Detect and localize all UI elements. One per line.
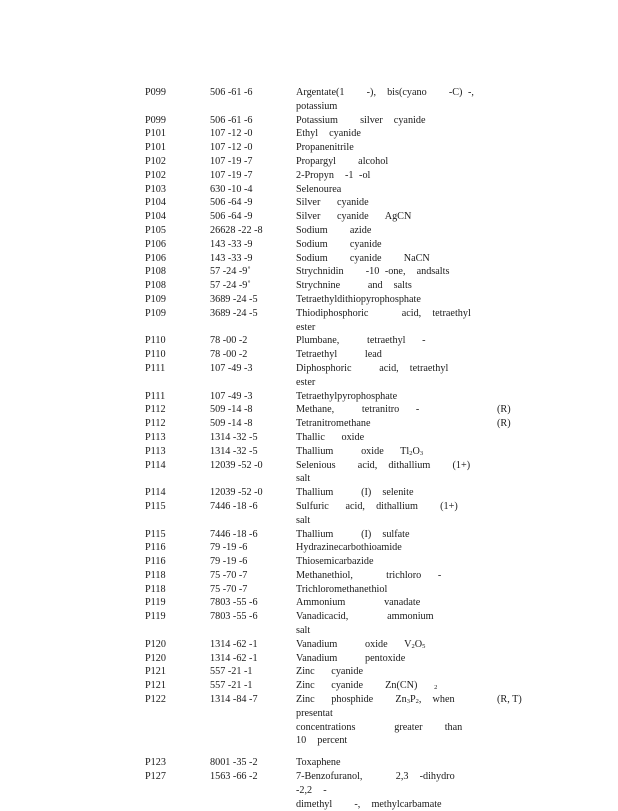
waste-code: P110 bbox=[145, 335, 166, 347]
name-text: Sodium cyanide NaCN bbox=[296, 252, 430, 264]
waste-code: P122 bbox=[145, 694, 166, 706]
substance-name bbox=[296, 693, 486, 748]
cas-number: 75 -70 -7 bbox=[210, 583, 248, 595]
subscript: 5 bbox=[422, 642, 426, 650]
cas-number: 506 -64 -9 bbox=[210, 197, 253, 209]
substance-name bbox=[296, 390, 486, 404]
name-text: Ammonium vanadate bbox=[296, 597, 421, 609]
table-row bbox=[0, 541, 618, 555]
table-row bbox=[0, 528, 618, 542]
table-row bbox=[0, 224, 618, 238]
substance-name bbox=[296, 210, 486, 224]
cas-number: 506 -61 -6 bbox=[210, 87, 253, 98]
substance-name bbox=[296, 362, 486, 390]
table-row bbox=[0, 500, 618, 528]
table-row bbox=[0, 155, 618, 169]
name-text: O bbox=[412, 445, 420, 457]
waste-code: P115 bbox=[145, 500, 166, 512]
name-text: Silver cyanide AgCN bbox=[296, 211, 412, 223]
waste-code: P106 bbox=[145, 238, 166, 250]
table-row bbox=[0, 569, 618, 583]
cas-number: 7446 -18 -6 bbox=[210, 528, 258, 540]
cas-number: 107 -19 -7 bbox=[210, 169, 253, 181]
waste-code: P119 bbox=[145, 597, 166, 609]
waste-code: P119 bbox=[145, 611, 166, 623]
waste-code: P102 bbox=[145, 169, 166, 181]
name-text: Vanadicacid, ammonium salt bbox=[296, 611, 478, 637]
subscript: 2 bbox=[409, 449, 413, 457]
waste-code: P113 bbox=[145, 431, 166, 443]
substance-name bbox=[296, 155, 486, 169]
table-row bbox=[0, 459, 618, 487]
substance-name bbox=[296, 638, 486, 652]
cas-number: 12039 -52 -0 bbox=[210, 487, 263, 499]
name-text: Methane, tetranitro - bbox=[296, 404, 420, 416]
waste-code: P105 bbox=[145, 224, 166, 236]
cas-number: 78 -00 -2 bbox=[210, 349, 248, 361]
waste-code: P123 bbox=[145, 757, 166, 769]
cas-number: 78 -00 -2 bbox=[210, 335, 248, 347]
name-text: 2-Propyn -1 -ol bbox=[296, 169, 371, 181]
table-row bbox=[0, 252, 618, 266]
table-row bbox=[0, 293, 618, 307]
substance-name bbox=[296, 756, 486, 770]
cas-number: 506 -61 -6 bbox=[210, 114, 253, 126]
substance-name bbox=[296, 610, 486, 638]
cas-number: 57 -24 -9˚ bbox=[210, 280, 251, 292]
name-text: P bbox=[409, 694, 416, 706]
substance-name bbox=[296, 596, 486, 610]
table-row bbox=[0, 334, 618, 348]
name-text: Strychnine and salts bbox=[296, 280, 412, 292]
table-row bbox=[0, 307, 618, 335]
name-text: Thallium (I) sulfate bbox=[296, 528, 410, 540]
name-text: 7-Benzofuranol, 2,3 -dihydro -2,2 - dimethyl -, methylcarbamate bbox=[296, 771, 455, 810]
name-text: Propargyl alcohol bbox=[296, 155, 389, 167]
waste-code: P121 bbox=[145, 680, 166, 692]
name-text: Hydrazinecarbothioamide bbox=[296, 542, 402, 554]
waste-code: P118 bbox=[145, 569, 166, 581]
waste-code: P120 bbox=[145, 638, 166, 650]
substance-name bbox=[296, 114, 486, 128]
table-row bbox=[0, 770, 618, 811]
table-row bbox=[0, 652, 618, 666]
waste-code: P109 bbox=[145, 293, 166, 305]
waste-code: P104 bbox=[145, 211, 166, 223]
table-row bbox=[0, 127, 618, 141]
cas-number: 7803 -55 -6 bbox=[210, 611, 258, 623]
waste-code: P110 bbox=[145, 349, 166, 361]
subscript: 3 bbox=[406, 698, 410, 706]
cas-number: 143 -33 -9 bbox=[210, 252, 253, 264]
waste-code: P113 bbox=[145, 445, 166, 457]
name-text: Vanadium pentoxide bbox=[296, 652, 406, 664]
cas-number: 1314 -62 -1 bbox=[210, 652, 258, 664]
hazard-code: (R) bbox=[497, 418, 511, 430]
table-row bbox=[0, 210, 618, 224]
name-text: Sodium azide bbox=[296, 224, 372, 236]
substance-name bbox=[296, 459, 486, 487]
waste-code: P099 bbox=[145, 87, 166, 98]
substance-name bbox=[296, 403, 486, 417]
name-text: O bbox=[414, 638, 423, 650]
waste-code: P112 bbox=[145, 418, 166, 430]
table-row bbox=[0, 238, 618, 252]
cas-number: 1563 -66 -2 bbox=[210, 771, 258, 783]
name-text: Toxaphene bbox=[296, 757, 341, 769]
waste-code: P104 bbox=[145, 197, 166, 209]
table-row bbox=[0, 665, 618, 679]
substance-name bbox=[296, 665, 486, 679]
cas-number: 79 -19 -6 bbox=[210, 542, 248, 554]
substance-name bbox=[296, 196, 486, 210]
name-text: Sodium cyanide bbox=[296, 238, 382, 250]
cas-number: 107 -12 -0 bbox=[210, 128, 253, 140]
name-text: , when presentat concentrations greater than 10 percent bbox=[296, 694, 463, 747]
cas-number: 79 -19 -6 bbox=[210, 556, 248, 568]
name-text: Potassium silver cyanide bbox=[296, 114, 426, 126]
waste-code: P116 bbox=[145, 542, 166, 554]
waste-code: P106 bbox=[145, 252, 166, 264]
substance-name bbox=[296, 334, 486, 348]
table-row bbox=[0, 610, 618, 638]
cas-number: 7446 -18 -6 bbox=[210, 500, 258, 512]
name-text: Silver cyanide bbox=[296, 197, 369, 209]
table-row bbox=[0, 638, 618, 652]
table-row bbox=[0, 486, 618, 500]
waste-code: P127 bbox=[145, 771, 166, 783]
name-text: Thallium oxide Tl bbox=[296, 445, 410, 457]
substance-name bbox=[296, 770, 486, 811]
substance-name bbox=[296, 431, 486, 445]
waste-code: P115 bbox=[145, 528, 166, 540]
table-row bbox=[0, 114, 618, 128]
waste-code: P121 bbox=[145, 666, 166, 678]
substance-name bbox=[296, 265, 486, 279]
name-text: Vanadium oxide V bbox=[296, 638, 412, 650]
substance-name bbox=[296, 500, 486, 528]
cas-number: 12039 -52 -0 bbox=[210, 459, 263, 471]
substance-name bbox=[296, 652, 486, 666]
subscript: 2 bbox=[434, 684, 438, 692]
table-row bbox=[0, 390, 618, 404]
cas-number: 7803 -55 -6 bbox=[210, 597, 258, 609]
hazard-code: (R, T) bbox=[497, 694, 522, 706]
waste-code: P099 bbox=[145, 114, 166, 126]
substance-name bbox=[296, 528, 486, 542]
substance-name bbox=[296, 679, 486, 693]
subscript: 3 bbox=[419, 449, 424, 457]
cas-number: 506 -64 -9 bbox=[210, 211, 253, 223]
table-row bbox=[0, 679, 618, 693]
table-row bbox=[0, 169, 618, 183]
name-text: Methanethiol, trichloro - bbox=[296, 569, 442, 581]
cas-number: 57 -24 -9˚ bbox=[210, 266, 251, 278]
waste-code: P103 bbox=[145, 183, 166, 195]
name-text: Zinc cyanide Zn(CN) bbox=[296, 680, 435, 692]
cas-number: 3689 -24 -5 bbox=[210, 307, 258, 319]
cas-number: 26628 -22 -8 bbox=[210, 224, 263, 236]
substance-name bbox=[296, 541, 486, 555]
waste-code: P108 bbox=[145, 266, 166, 278]
cas-number: 509 -14 -8 bbox=[210, 418, 253, 430]
waste-code: P111 bbox=[145, 362, 166, 374]
name-text: Zinc phosphide Zn bbox=[296, 694, 407, 706]
name-text: Thiodiphosphoric acid, tetraethyl ester bbox=[296, 307, 493, 333]
table-row bbox=[0, 183, 618, 197]
table-row bbox=[0, 86, 618, 114]
table-row bbox=[0, 555, 618, 569]
substance-name bbox=[296, 583, 486, 597]
name-text: Tetraethylpyrophosphate bbox=[296, 390, 398, 402]
cas-number: 143 -33 -9 bbox=[210, 238, 253, 250]
cas-number: 1314 -62 -1 bbox=[210, 638, 258, 650]
table-row bbox=[0, 756, 618, 770]
substance-name bbox=[296, 224, 486, 238]
substance-name bbox=[296, 279, 486, 293]
cas-number: 8001 -35 -2 bbox=[210, 757, 258, 769]
table-row bbox=[0, 362, 618, 390]
hazardous-waste-list bbox=[0, 86, 618, 811]
substance-name bbox=[296, 348, 486, 362]
subscript: 2 bbox=[415, 698, 419, 706]
cas-number: 107 -49 -3 bbox=[210, 362, 253, 374]
subscript: 2 bbox=[411, 642, 415, 650]
cas-number: 509 -14 -8 bbox=[210, 404, 253, 416]
name-text: Trichloromethanethiol bbox=[296, 583, 388, 595]
name-text: Thallic oxide bbox=[296, 431, 365, 443]
waste-code: P116 bbox=[145, 556, 166, 568]
table-row bbox=[0, 265, 618, 279]
table-row bbox=[0, 279, 618, 293]
name-text: Ethyl cyanide bbox=[296, 128, 361, 140]
substance-name bbox=[296, 486, 486, 500]
waste-code: P102 bbox=[145, 155, 166, 167]
waste-code: P120 bbox=[145, 652, 166, 664]
substance-name bbox=[296, 169, 486, 183]
cas-number: 107 -49 -3 bbox=[210, 390, 253, 402]
table-row bbox=[0, 445, 618, 459]
substance-name bbox=[296, 183, 486, 197]
name-text: Zinc cyanide bbox=[296, 666, 363, 678]
cas-number: 1314 -84 -7 bbox=[210, 694, 258, 706]
table-row bbox=[0, 348, 618, 362]
substance-name bbox=[296, 555, 486, 569]
name-text: Selenourea bbox=[296, 183, 342, 195]
cas-number: 1314 -32 -5 bbox=[210, 445, 258, 457]
table-row bbox=[0, 141, 618, 155]
cas-number: 107 -12 -0 bbox=[210, 142, 253, 154]
name-text: Sulfuric acid, dithallium (1+) salt bbox=[296, 500, 475, 526]
cas-number: 630 -10 -4 bbox=[210, 183, 253, 195]
table-row bbox=[0, 431, 618, 445]
name-text: Tetraethyldithiopyrophosphate bbox=[296, 293, 421, 305]
name-text: Diphosphoric acid, tetraethyl ester bbox=[296, 362, 471, 388]
substance-name bbox=[296, 127, 486, 141]
name-text: Propanenitrile bbox=[296, 142, 354, 154]
substance-name bbox=[296, 569, 486, 583]
table-row bbox=[0, 583, 618, 597]
name-text: Plumbane, tetraethyl - bbox=[296, 335, 426, 347]
name-text: Thiosemicarbazide bbox=[296, 556, 374, 568]
waste-code: P114 bbox=[145, 459, 166, 471]
waste-code: P101 bbox=[145, 142, 166, 154]
hazard-code: (R) bbox=[497, 404, 511, 416]
waste-code: P109 bbox=[145, 307, 166, 319]
name-text: Tetraethyl lead bbox=[296, 349, 382, 361]
cas-number: 107 -19 -7 bbox=[210, 155, 253, 167]
waste-code: P114 bbox=[145, 487, 166, 499]
table-row bbox=[0, 596, 618, 610]
waste-code: P101 bbox=[145, 128, 166, 140]
substance-name bbox=[296, 417, 486, 431]
waste-code: P112 bbox=[145, 404, 166, 416]
waste-code: P118 bbox=[145, 583, 166, 595]
table-row bbox=[0, 693, 618, 748]
substance-name bbox=[296, 141, 486, 155]
cas-number: 557 -21 -1 bbox=[210, 666, 253, 678]
name-text: Tetranitromethane bbox=[296, 418, 371, 430]
substance-name bbox=[296, 86, 486, 114]
table-row bbox=[0, 403, 618, 417]
cas-number: 557 -21 -1 bbox=[210, 680, 253, 692]
substance-name bbox=[296, 445, 486, 459]
name-text: Argentate(1 -), bis(cyano -C) -, potassium bbox=[296, 87, 474, 112]
substance-name bbox=[296, 293, 486, 307]
cas-number: 75 -70 -7 bbox=[210, 569, 248, 581]
table-row bbox=[0, 417, 618, 431]
cas-number: 1314 -32 -5 bbox=[210, 431, 258, 443]
waste-code: P111 bbox=[145, 390, 166, 402]
name-text: Strychnidin -10 -one, andsalts bbox=[296, 266, 450, 278]
waste-code: P108 bbox=[145, 280, 166, 292]
substance-name bbox=[296, 238, 486, 252]
cas-number: 3689 -24 -5 bbox=[210, 293, 258, 305]
name-text: Thallium (I) selenite bbox=[296, 487, 414, 499]
substance-name bbox=[296, 307, 493, 335]
table-row bbox=[0, 196, 618, 210]
name-text: Selenious acid, dithallium (1+) salt bbox=[296, 459, 487, 485]
substance-name bbox=[296, 252, 486, 266]
